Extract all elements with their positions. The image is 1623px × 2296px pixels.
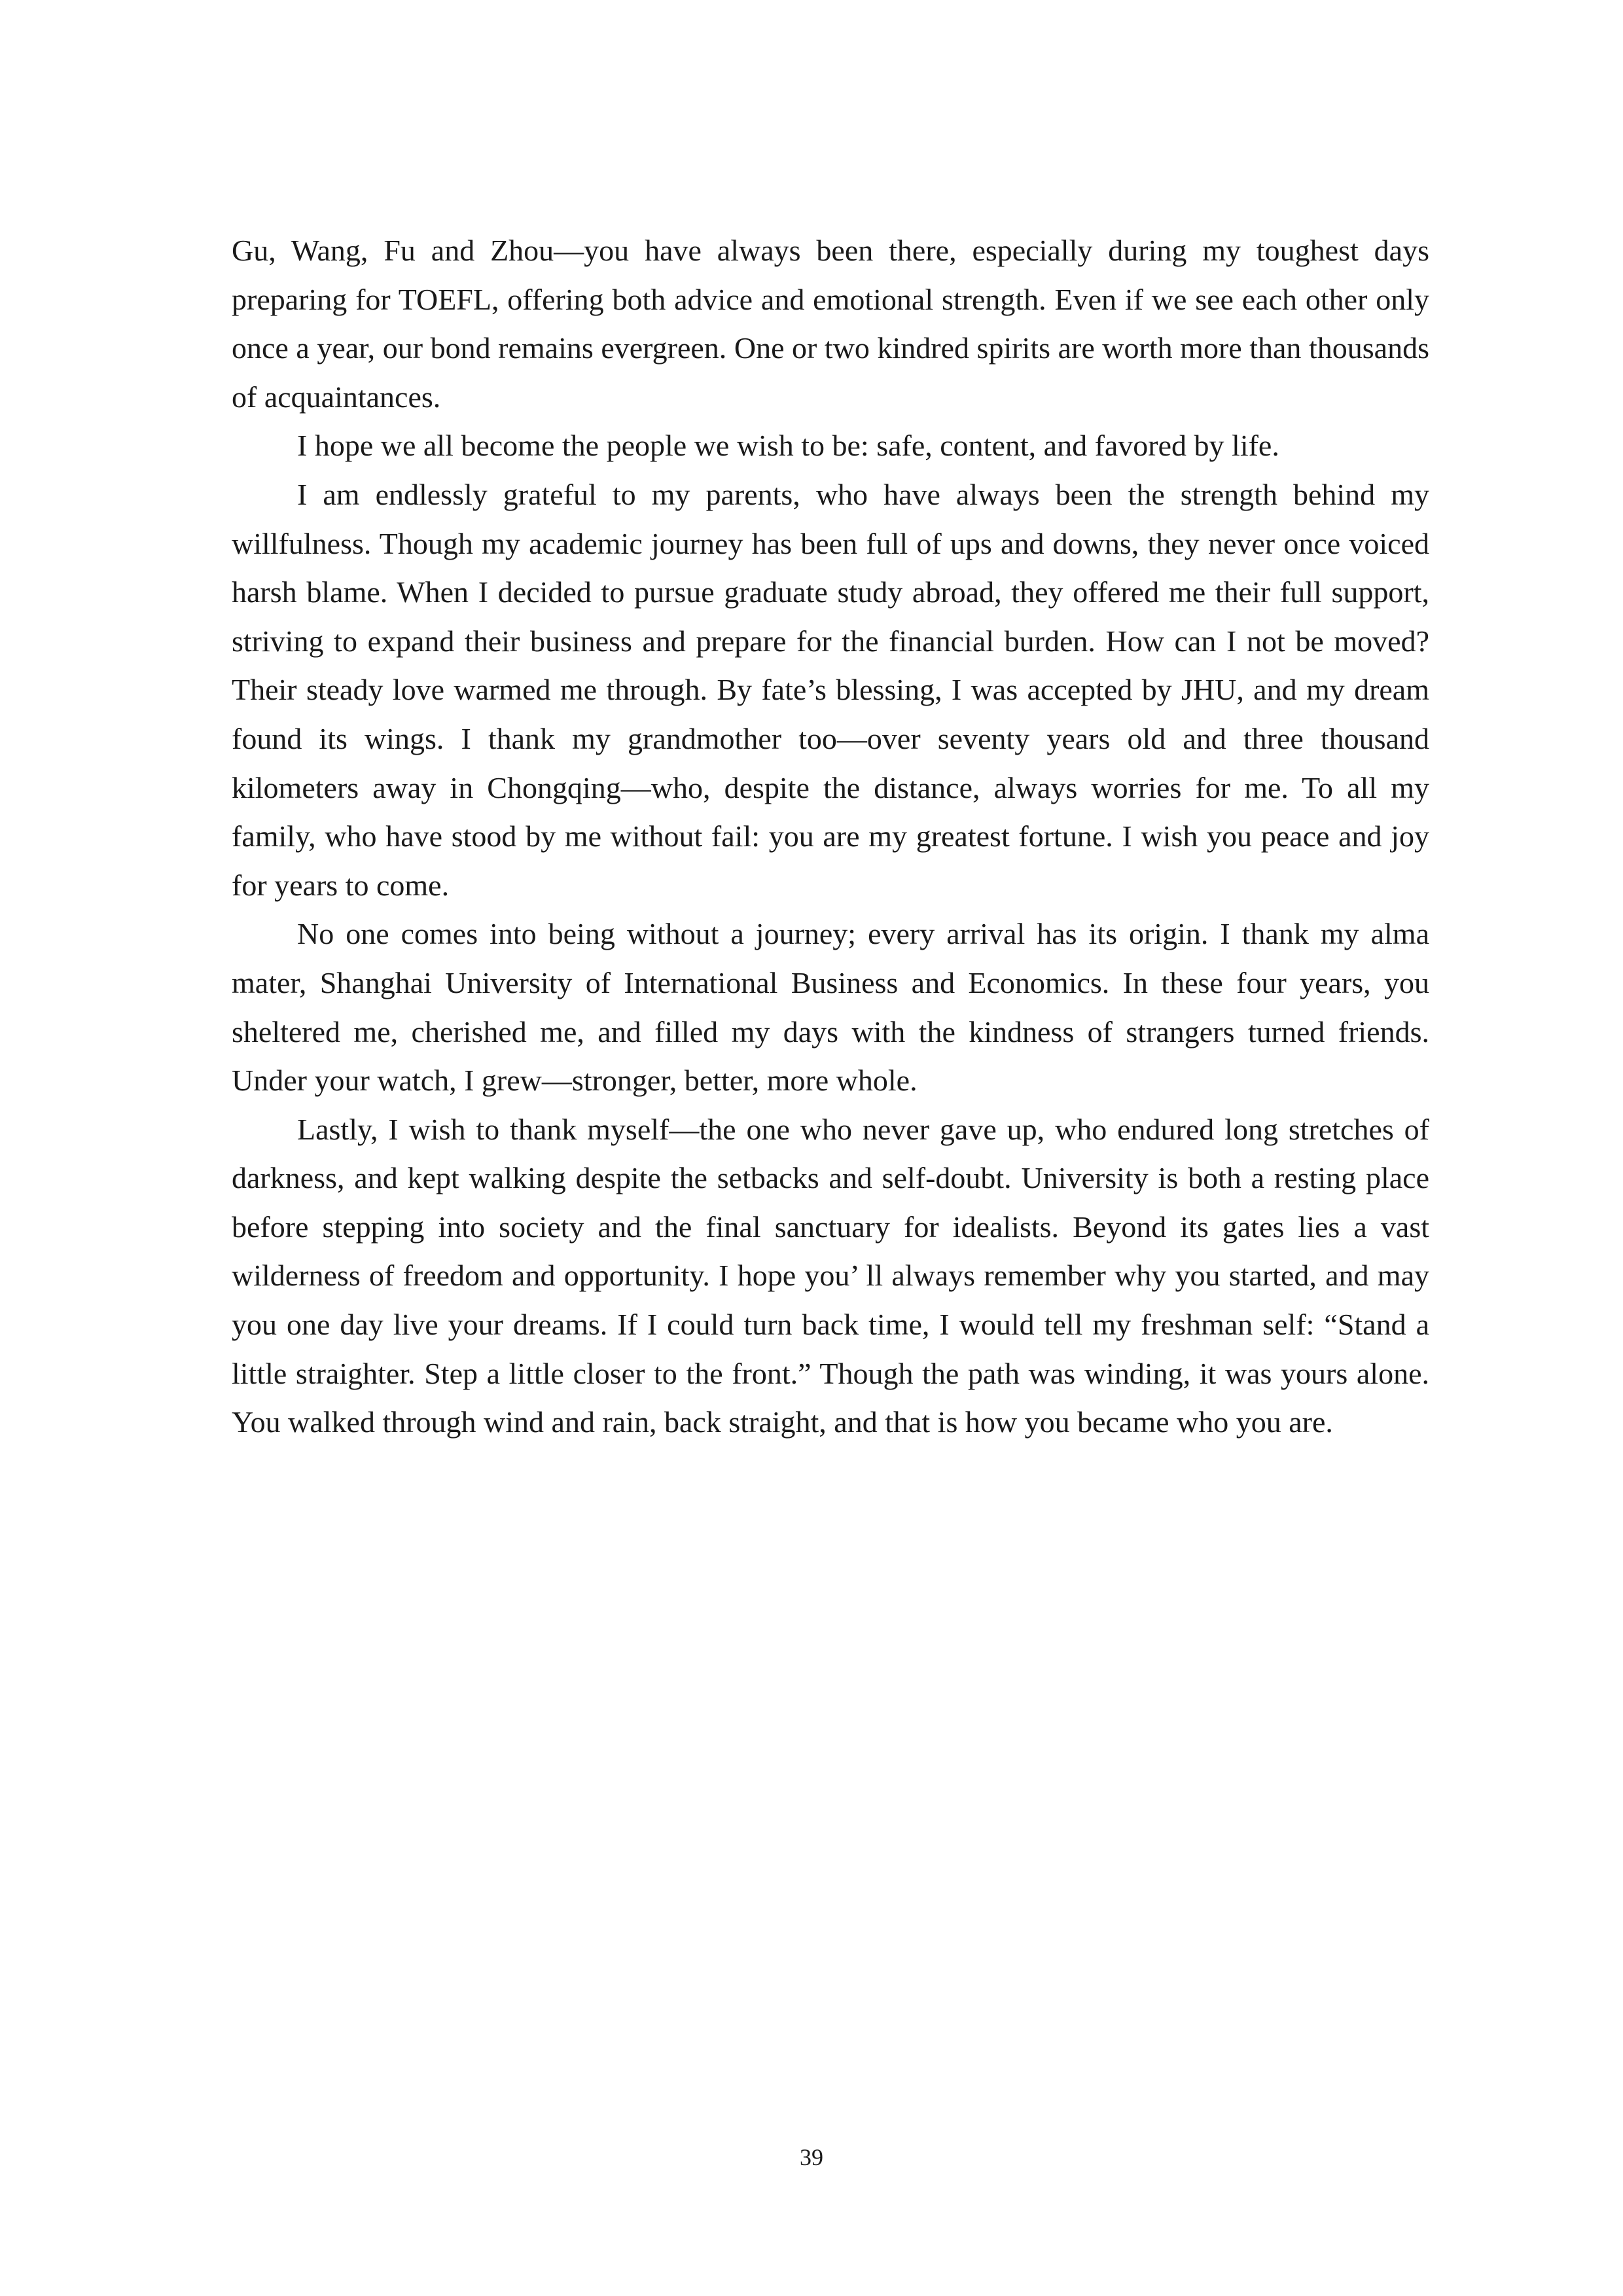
body-text bbox=[232, 226, 1429, 1447]
paragraph-myself: Lastly, I wish to thank myself—the one who never gave up, who endured long stretches of darkness, and kept walking despite the setbacks and self-doubt. University is both a resting place before stepping into society and the final sanctuary for idealists. Beyond its gates lies a vast wilderness of freedom and opportunity. I hope you’ ll always remember why you started, and may you one day live your dreams. If I could turn back time, I would tell my freshman self: “Stand a little straighter. Step a little closer to the front.” Though the path was winding, it was yours alone. You walked through wind and rain, back straight, and that is how you became who you are. bbox=[232, 1112, 1429, 1439]
paragraph-friends: Gu, Wang, Fu and Zhou—you have always been there, especially during my toughest days preparing for TOEFL, offering both advice and emotional strength. Even if we see each other only once a year, our bond remains evergreen. One or two kindred spirits are worth more than thousands of acquaintances. bbox=[232, 234, 1429, 414]
paragraph-parents: I am endlessly grateful to my parents, who have always been the strength behind my willfulness. Though my academic journey has been full of ups and downs, they never once voiced harsh blame. When I decided to pursue graduate study abroad, they offered me their full support, striving to expand their business and prepare for the financial burden. How can I not be moved? Their steady love warmed me through. By fate’s blessing, I was accepted by JHU, and my dream found its wings. I thank my grandmother too—over seventy years old and three thousand kilometers away in Chongqing—who, despite the distance, always worries for me. To all my family, who have stood by me without fail: you are my greatest fortune. I wish you peace and joy for years to come. bbox=[232, 477, 1429, 902]
paragraph-alma-mater: No one comes into being without a journey; every arrival has its origin. I thank my alma mater, Shanghai University of International Business and Economics. In these four years, you sheltered me, cherished me, and filled my days with the kindness of strangers turned friends. Under your watch, I grew—stronger, better, more whole. bbox=[232, 917, 1429, 1098]
page-number: 39 bbox=[800, 2144, 823, 2170]
paragraph-wish: I hope we all become the people we wish to be: safe, content, and favored by life. bbox=[297, 429, 1279, 463]
